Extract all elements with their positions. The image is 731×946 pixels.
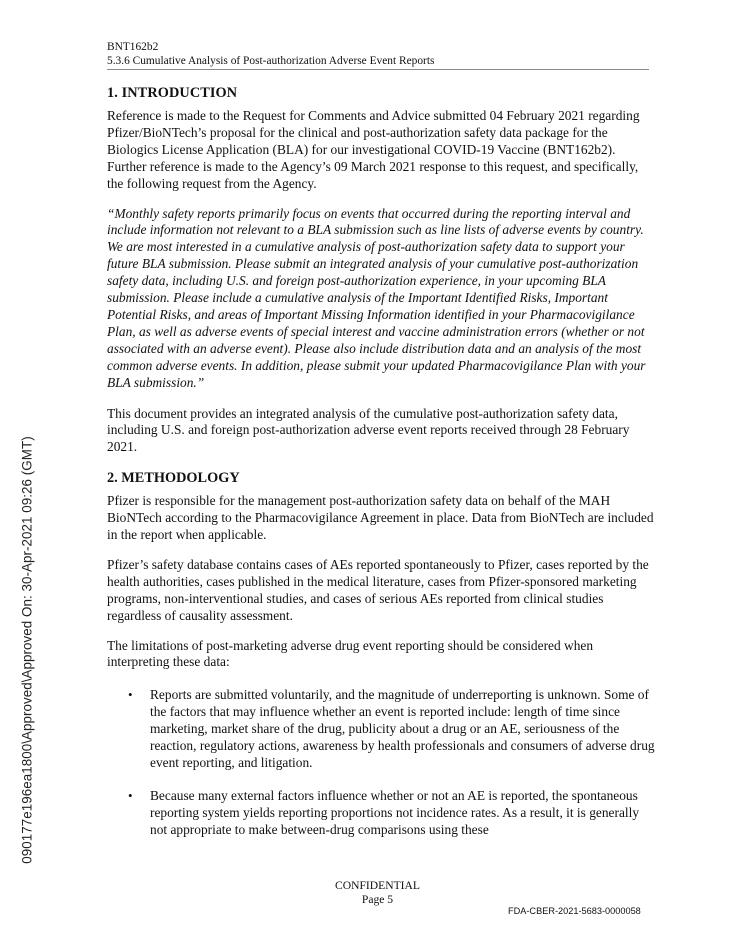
confidential-label: CONFIDENTIAL [334,879,420,892]
approval-stamp: 090177e196ea1800\Approved\Approved On: 30-Apr-2021 09:26 (GMT) [19,436,35,864]
introduction-paragraph-2: This document provides an integrated analysis of the cumulative post-authorization safety data, including U.S. and foreign post-authorization adverse event reports received through 28 February 2021. [107,405,630,455]
methodology-heading: 2. METHODOLOGY [107,470,240,487]
section-introduction [107,84,655,456]
methodology-paragraph-2: Pfizer’s safety database contains cases of AEs reported spontaneously to Pfizer, cases reported by the health authorities, cases published in the medical literature, cases from Pfizer-sponsored marketing programs, non-interventional studies, and cases of serious AEs reported from clinical studies regardless of causality assessment. [107,556,649,623]
document-id: FDA-CBER-2021-5683-0000058 [508,906,641,916]
header-product: BNT162b2 [107,41,159,53]
footer [300,879,455,906]
running-header [107,40,649,70]
introduction-heading: 1. INTRODUCTION [107,85,238,101]
list-item-text: Because many external factors influence whether or not an AE is reported, the spontaneous reporting system yields reporting proportions not incidence rates. As a result, it is generally not appropriate to make between-drug comparisons using these [150,787,640,837]
methodology-paragraph-3: The limitations of post-marketing adverse drug event reporting should be considered when interpreting these data: [107,637,594,670]
bullet-icon: • [128,787,133,803]
page-body [107,84,655,855]
list-item-text: Reports are submitted voluntarily, and the magnitude of underreporting is unknown. Some of the factors that may influence whether an event is reported include: length of time since marketing, market share of the drug, publicity about a drug or an AE, seriousness of the reaction, regulatory actions, awareness by health professionals and consumers of adverse drug event reporting, and litigation. [150,687,655,770]
methodology-paragraph-1: Pfizer is responsible for the management post-authorization safety data on behalf of the MAH BioNTech according to the Pharmacovigilance Agreement in place. Data from BioNTech are included in the report when applicable. [107,493,654,543]
agency-request-quote: “Monthly safety reports primarily focus on events that occurred during the reporting interval and include information not relevant to a BLA submission such as line lists of adverse events by country. We are most interested in a cumulative analysis of post-authorization safety data to support your future BLA submission. Please submit an integrated analysis of your cumulative post-authorization safety data, including U.S. and foreign post-authorization experience, in your upcoming BLA submission. Please include a cumulative analysis of the Important Identified Risks, Important Potential Risks, and areas of Important Missing Information identified in your Pharmacovigilance Plan, as well as adverse events of special interest and vaccine administration errors (whether or not associated with an adverse event). Please also include distribution data and an analysis of the most common adverse events. In addition, please submit your updated Pharmacovigilance Plan with your BLA submission.” [107,205,646,390]
list-item [107,687,655,772]
list-item [107,788,655,839]
limitations-list [107,687,655,838]
header-section: 5.3.6 Cumulative Analysis of Post-authorization Adverse Event Reports [107,55,435,67]
section-methodology [107,469,655,838]
page-number: Page 5 [361,892,394,906]
introduction-paragraph-1: Reference is made to the Request for Comments and Advice submitted 04 February 2021 regarding Pfizer/BioNTech’s proposal for the clinical and post-authorization safety data package for the Biologics License Application (BLA) for our investigational COVID-19 Vaccine (BNT162b2). Further reference is made to the Agency’s 09 March 2021 response to this request, and specifically, the following request from the Agency. [107,108,640,191]
bullet-icon: • [128,687,133,703]
